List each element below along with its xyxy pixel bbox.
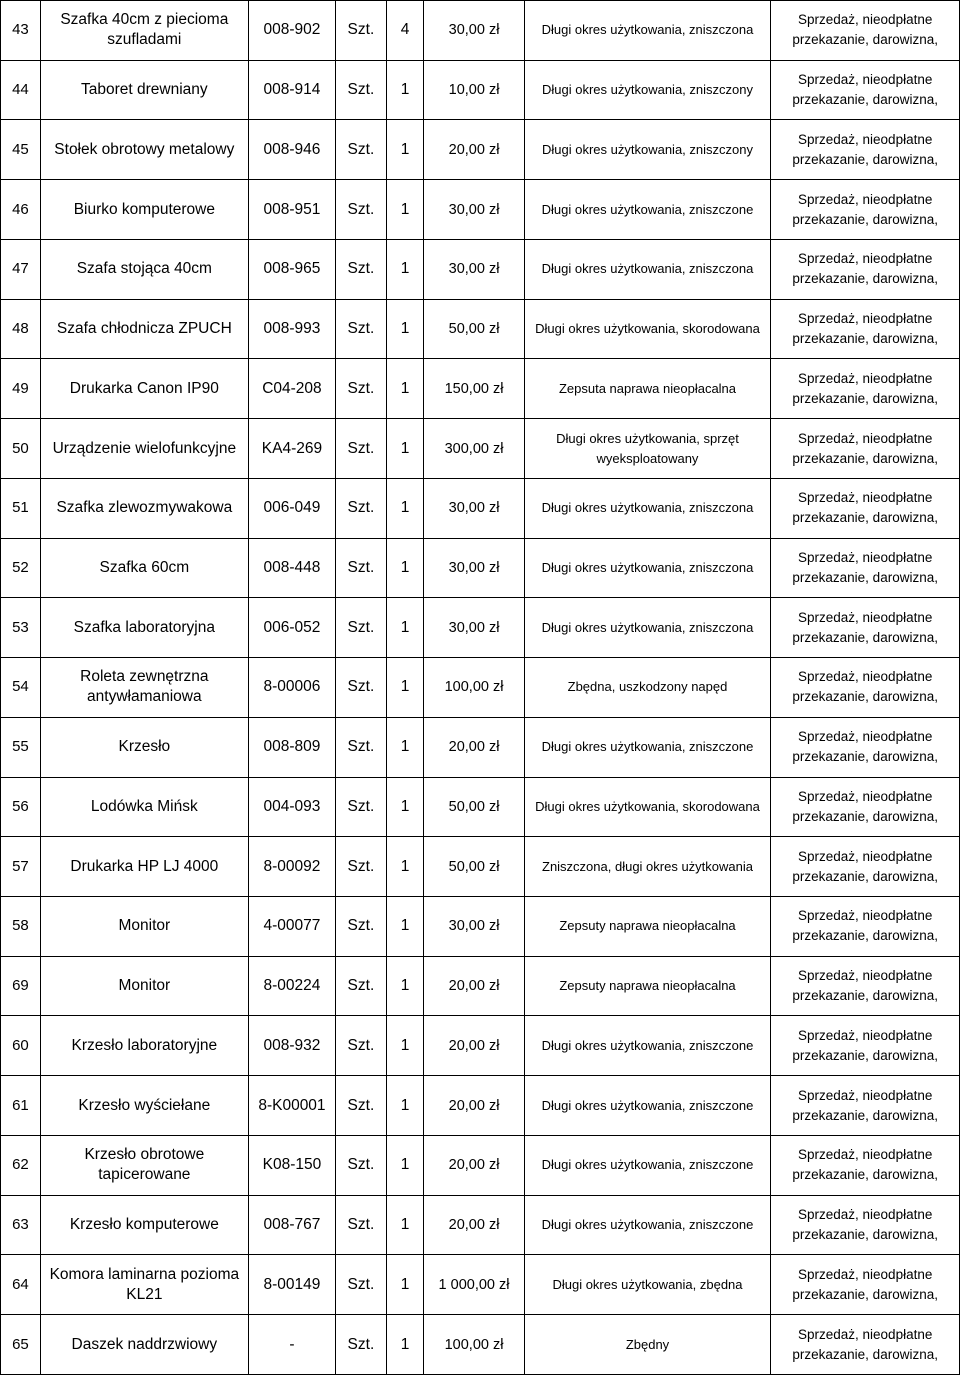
row-number-cell: 55 (1, 717, 41, 777)
disposal-cell (771, 837, 960, 897)
quantity-cell: 1 (386, 1255, 424, 1315)
disposal-line-1: Sprzedaż, nieodpłatne (798, 430, 933, 446)
unit-cell: Szt. (336, 1195, 387, 1255)
table-row (1, 717, 960, 777)
value-cell: 20,00 zł (424, 1076, 524, 1136)
disposal-cell (771, 120, 960, 180)
disposal-cell (771, 538, 960, 598)
row-number-cell: 61 (1, 1076, 41, 1136)
disposal-line-1: Sprzedaż, nieodpłatne (798, 12, 933, 28)
disposal-line-1: Sprzedaż, nieodpłatne (798, 311, 933, 327)
value-cell: 100,00 zł (424, 1315, 524, 1375)
quantity-cell: 1 (386, 538, 424, 598)
disposal-cell (771, 598, 960, 658)
row-number-cell: 63 (1, 1195, 41, 1255)
disposal-line-2: przekazanie, darowizna, (792, 211, 938, 227)
item-name-cell: Szafka 40cm z piecioma szufladami (40, 1, 248, 61)
inventory-no-cell: 006-049 (248, 478, 335, 538)
reason-cell: Długi okres użytkowania, sprzęt wyeksploatowany (524, 419, 771, 479)
reason-cell: Długi okres użytkowania, zniszczony (524, 60, 771, 120)
disposal-line-1: Sprzedaż, nieodpłatne (798, 131, 933, 147)
disposal-line-2: przekazanie, darowizna, (792, 689, 938, 705)
table-row (1, 239, 960, 299)
disposal-cell (771, 1016, 960, 1076)
value-cell: 10,00 zł (424, 60, 524, 120)
item-name-cell: Krzesło (40, 717, 248, 777)
value-cell: 20,00 zł (424, 1016, 524, 1076)
inventory-no-cell: 008-993 (248, 299, 335, 359)
disposal-line-2: przekazanie, darowizna, (792, 928, 938, 944)
disposal-line-1: Sprzedaż, nieodpłatne (798, 370, 933, 386)
disposal-line-2: przekazanie, darowizna, (792, 1286, 938, 1302)
disposal-line-1: Sprzedaż, nieodpłatne (798, 251, 933, 267)
row-number-cell: 47 (1, 239, 41, 299)
disposal-cell (771, 897, 960, 957)
item-name-cell: Biurko komputerowe (40, 180, 248, 240)
value-cell: 30,00 zł (424, 239, 524, 299)
disposal-cell (771, 419, 960, 479)
disposal-line-1: Sprzedaż, nieodpłatne (798, 609, 933, 625)
unit-cell: Szt. (336, 1135, 387, 1195)
inventory-no-cell: 008-965 (248, 239, 335, 299)
quantity-cell: 1 (386, 658, 424, 718)
reason-cell: Długi okres użytkowania, skorodowana (524, 777, 771, 837)
quantity-cell: 1 (386, 956, 424, 1016)
row-number-cell: 65 (1, 1315, 41, 1375)
unit-cell: Szt. (336, 180, 387, 240)
disposal-line-1: Sprzedaż, nieodpłatne (798, 72, 933, 88)
unit-cell: Szt. (336, 120, 387, 180)
reason-cell: Zepsuty naprawa nieopłacalna (524, 956, 771, 1016)
unit-cell: Szt. (336, 60, 387, 120)
disposal-line-2: przekazanie, darowizna, (792, 450, 938, 466)
quantity-cell: 1 (386, 1076, 424, 1136)
item-name-cell: Komora laminarna pozioma KL21 (40, 1255, 248, 1315)
quantity-cell: 1 (386, 239, 424, 299)
reason-cell: Długi okres użytkowania, zniszczone (524, 1016, 771, 1076)
disposal-line-2: przekazanie, darowizna, (792, 92, 938, 108)
reason-cell: Zbędny (524, 1315, 771, 1375)
value-cell: 20,00 zł (424, 120, 524, 180)
table-row (1, 658, 960, 718)
row-number-cell: 54 (1, 658, 41, 718)
reason-cell: Długi okres użytkowania, zniszczone (524, 1076, 771, 1136)
value-cell: 30,00 zł (424, 1, 524, 61)
reason-cell: Długi okres użytkowania, zniszczona (524, 538, 771, 598)
disposal-cell (771, 1195, 960, 1255)
disposal-line-2: przekazanie, darowizna, (792, 1167, 938, 1183)
item-name-cell: Drukarka Canon IP90 (40, 359, 248, 419)
row-number-cell: 49 (1, 359, 41, 419)
table-row (1, 837, 960, 897)
disposal-line-2: przekazanie, darowizna, (792, 1346, 938, 1362)
row-number-cell: 69 (1, 956, 41, 1016)
table-row (1, 1195, 960, 1255)
disposal-line-1: Sprzedaż, nieodpłatne (798, 1087, 933, 1103)
inventory-no-cell: 8-00224 (248, 956, 335, 1016)
reason-cell: Zepsuty naprawa nieopłacalna (524, 897, 771, 957)
reason-cell: Długi okres użytkowania, zniszczone (524, 717, 771, 777)
disposal-line-1: Sprzedaż, nieodpłatne (798, 1207, 933, 1223)
disposal-line-1: Sprzedaż, nieodpłatne (798, 490, 933, 506)
reason-cell: Zbędna, uszkodzony napęd (524, 658, 771, 718)
item-name-cell: Krzesło komputerowe (40, 1195, 248, 1255)
unit-cell: Szt. (336, 538, 387, 598)
inventory-no-cell: C04-208 (248, 359, 335, 419)
table-row (1, 1016, 960, 1076)
item-name-cell: Daszek naddrzwiowy (40, 1315, 248, 1375)
table-row (1, 478, 960, 538)
inventory-no-cell: 008-946 (248, 120, 335, 180)
disposal-cell (771, 359, 960, 419)
table-row (1, 60, 960, 120)
row-number-cell: 43 (1, 1, 41, 61)
value-cell: 30,00 zł (424, 538, 524, 598)
quantity-cell: 1 (386, 777, 424, 837)
disposal-cell (771, 1255, 960, 1315)
disposal-line-2: przekazanie, darowizna, (792, 1047, 938, 1063)
disposal-cell (771, 717, 960, 777)
table-row (1, 598, 960, 658)
reason-cell: Długi okres użytkowania, zniszczona (524, 598, 771, 658)
value-cell: 30,00 zł (424, 897, 524, 957)
value-cell: 300,00 zł (424, 419, 524, 479)
unit-cell: Szt. (336, 1315, 387, 1375)
quantity-cell: 1 (386, 419, 424, 479)
table-row (1, 359, 960, 419)
quantity-cell: 1 (386, 1315, 424, 1375)
item-name-cell: Stołek obrotowy metalowy (40, 120, 248, 180)
unit-cell: Szt. (336, 598, 387, 658)
inventory-no-cell: 008-767 (248, 1195, 335, 1255)
table-row (1, 1076, 960, 1136)
quantity-cell: 1 (386, 180, 424, 240)
row-number-cell: 44 (1, 60, 41, 120)
reason-cell: Długi okres użytkowania, skorodowana (524, 299, 771, 359)
inventory-no-cell: 004-093 (248, 777, 335, 837)
inventory-no-cell: 8-00006 (248, 658, 335, 718)
inventory-table-body (1, 1, 960, 1375)
disposal-cell (771, 777, 960, 837)
value-cell: 50,00 zł (424, 837, 524, 897)
table-row (1, 180, 960, 240)
disposal-cell (771, 478, 960, 538)
reason-cell: Długi okres użytkowania, zbędna (524, 1255, 771, 1315)
disposal-cell (771, 1135, 960, 1195)
disposal-line-2: przekazanie, darowizna, (792, 868, 938, 884)
inventory-no-cell: 8-K00001 (248, 1076, 335, 1136)
unit-cell: Szt. (336, 239, 387, 299)
value-cell: 50,00 zł (424, 777, 524, 837)
disposal-line-2: przekazanie, darowizna, (792, 271, 938, 287)
quantity-cell: 1 (386, 359, 424, 419)
disposal-line-2: przekazanie, darowizna, (792, 1227, 938, 1243)
quantity-cell: 1 (386, 120, 424, 180)
quantity-cell: 1 (386, 1135, 424, 1195)
item-name-cell: Urządzenie wielofunkcyjne (40, 419, 248, 479)
item-name-cell: Roleta zewnętrzna antywłamaniowa (40, 658, 248, 718)
table-row (1, 1135, 960, 1195)
reason-cell: Długi okres użytkowania, zniszczone (524, 1135, 771, 1195)
item-name-cell: Monitor (40, 897, 248, 957)
item-name-cell: Krzesło laboratoryjne (40, 1016, 248, 1076)
disposal-line-2: przekazanie, darowizna, (792, 510, 938, 526)
quantity-cell: 1 (386, 299, 424, 359)
disposal-line-1: Sprzedaż, nieodpłatne (798, 788, 933, 804)
disposal-cell (771, 956, 960, 1016)
table-row (1, 419, 960, 479)
inventory-no-cell: 008-951 (248, 180, 335, 240)
value-cell: 30,00 zł (424, 478, 524, 538)
disposal-line-2: przekazanie, darowizna, (792, 569, 938, 585)
unit-cell: Szt. (336, 478, 387, 538)
inventory-no-cell: KA4-269 (248, 419, 335, 479)
item-name-cell: Szafa stojąca 40cm (40, 239, 248, 299)
inventory-no-cell: 008-902 (248, 1, 335, 61)
disposal-line-2: przekazanie, darowizna, (792, 808, 938, 824)
disposal-line-2: przekazanie, darowizna, (792, 988, 938, 1004)
disposal-line-1: Sprzedaż, nieodpłatne (798, 1027, 933, 1043)
value-cell: 100,00 zł (424, 658, 524, 718)
disposal-cell (771, 658, 960, 718)
unit-cell: Szt. (336, 1076, 387, 1136)
item-name-cell: Lodówka Mińsk (40, 777, 248, 837)
table-row (1, 1315, 960, 1375)
unit-cell: Szt. (336, 956, 387, 1016)
quantity-cell: 1 (386, 837, 424, 897)
inventory-no-cell: 008-932 (248, 1016, 335, 1076)
item-name-cell: Krzesło obrotowe tapicerowane (40, 1135, 248, 1195)
unit-cell: Szt. (336, 837, 387, 897)
value-cell: 30,00 zł (424, 180, 524, 240)
value-cell: 20,00 zł (424, 956, 524, 1016)
disposal-cell (771, 1, 960, 61)
reason-cell: Długi okres użytkowania, zniszczone (524, 1195, 771, 1255)
disposal-cell (771, 180, 960, 240)
table-row (1, 1, 960, 61)
unit-cell: Szt. (336, 1016, 387, 1076)
disposal-line-2: przekazanie, darowizna, (792, 32, 938, 48)
row-number-cell: 64 (1, 1255, 41, 1315)
row-number-cell: 53 (1, 598, 41, 658)
row-number-cell: 48 (1, 299, 41, 359)
disposal-line-2: przekazanie, darowizna, (792, 749, 938, 765)
unit-cell: Szt. (336, 359, 387, 419)
inventory-no-cell: 8-00149 (248, 1255, 335, 1315)
disposal-line-2: przekazanie, darowizna, (792, 629, 938, 645)
disposal-line-1: Sprzedaż, nieodpłatne (798, 1266, 933, 1282)
disposal-cell (771, 239, 960, 299)
row-number-cell: 51 (1, 478, 41, 538)
item-name-cell: Szafa chłodnicza ZPUCH (40, 299, 248, 359)
table-row (1, 120, 960, 180)
value-cell: 1 000,00 zł (424, 1255, 524, 1315)
row-number-cell: 46 (1, 180, 41, 240)
inventory-no-cell: 006-052 (248, 598, 335, 658)
row-number-cell: 57 (1, 837, 41, 897)
reason-cell: Zepsuta naprawa nieopłacalna (524, 359, 771, 419)
disposal-line-1: Sprzedaż, nieodpłatne (798, 848, 933, 864)
reason-cell: Długi okres użytkowania, zniszczona (524, 478, 771, 538)
item-name-cell: Monitor (40, 956, 248, 1016)
reason-cell: Długi okres użytkowania, zniszczony (524, 120, 771, 180)
reason-cell: Długi okres użytkowania, zniszczona (524, 239, 771, 299)
item-name-cell: Taboret drewniany (40, 60, 248, 120)
disposal-line-1: Sprzedaż, nieodpłatne (798, 1326, 933, 1342)
item-name-cell: Szafka zlewozmywakowa (40, 478, 248, 538)
inventory-no-cell: 008-914 (248, 60, 335, 120)
table-row (1, 897, 960, 957)
unit-cell: Szt. (336, 897, 387, 957)
reason-cell: Zniszczona, długi okres użytkowania (524, 837, 771, 897)
inventory-no-cell: 8-00092 (248, 837, 335, 897)
table-row (1, 956, 960, 1016)
inventory-no-cell: - (248, 1315, 335, 1375)
row-number-cell: 56 (1, 777, 41, 837)
disposal-cell (771, 1315, 960, 1375)
unit-cell: Szt. (336, 1, 387, 61)
table-row (1, 1255, 960, 1315)
quantity-cell: 4 (386, 1, 424, 61)
value-cell: 30,00 zł (424, 598, 524, 658)
disposal-line-2: przekazanie, darowizna, (792, 151, 938, 167)
value-cell: 20,00 zł (424, 1195, 524, 1255)
reason-cell: Długi okres użytkowania, zniszczone (524, 180, 771, 240)
quantity-cell: 1 (386, 1016, 424, 1076)
unit-cell: Szt. (336, 419, 387, 479)
table-row (1, 299, 960, 359)
table-row (1, 538, 960, 598)
disposal-line-1: Sprzedaż, nieodpłatne (798, 1147, 933, 1163)
quantity-cell: 1 (386, 1195, 424, 1255)
inventory-no-cell: 008-448 (248, 538, 335, 598)
quantity-cell: 1 (386, 60, 424, 120)
disposal-line-1: Sprzedaż, nieodpłatne (798, 549, 933, 565)
inventory-no-cell: K08-150 (248, 1135, 335, 1195)
unit-cell: Szt. (336, 299, 387, 359)
quantity-cell: 1 (386, 478, 424, 538)
item-name-cell: Krzesło wyściełane (40, 1076, 248, 1136)
row-number-cell: 60 (1, 1016, 41, 1076)
value-cell: 20,00 zł (424, 1135, 524, 1195)
value-cell: 150,00 zł (424, 359, 524, 419)
inventory-no-cell: 008-809 (248, 717, 335, 777)
disposal-line-2: przekazanie, darowizna, (792, 331, 938, 347)
disposal-line-1: Sprzedaż, nieodpłatne (798, 968, 933, 984)
quantity-cell: 1 (386, 598, 424, 658)
disposal-line-1: Sprzedaż, nieodpłatne (798, 908, 933, 924)
row-number-cell: 62 (1, 1135, 41, 1195)
row-number-cell: 58 (1, 897, 41, 957)
table-row (1, 777, 960, 837)
disposal-line-1: Sprzedaż, nieodpłatne (798, 729, 933, 745)
reason-cell: Długi okres użytkowania, zniszczona (524, 1, 771, 61)
disposal-cell (771, 60, 960, 120)
disposal-line-2: przekazanie, darowizna, (792, 1107, 938, 1123)
row-number-cell: 45 (1, 120, 41, 180)
disposal-line-1: Sprzedaż, nieodpłatne (798, 669, 933, 685)
disposal-cell (771, 1076, 960, 1136)
inventory-no-cell: 4-00077 (248, 897, 335, 957)
disposal-line-1: Sprzedaż, nieodpłatne (798, 191, 933, 207)
item-name-cell: Szafka 60cm (40, 538, 248, 598)
unit-cell: Szt. (336, 717, 387, 777)
unit-cell: Szt. (336, 658, 387, 718)
unit-cell: Szt. (336, 1255, 387, 1315)
unit-cell: Szt. (336, 777, 387, 837)
row-number-cell: 52 (1, 538, 41, 598)
quantity-cell: 1 (386, 717, 424, 777)
item-name-cell: Drukarka HP LJ 4000 (40, 837, 248, 897)
disposal-cell (771, 299, 960, 359)
disposal-line-2: przekazanie, darowizna, (792, 390, 938, 406)
value-cell: 50,00 zł (424, 299, 524, 359)
value-cell: 20,00 zł (424, 717, 524, 777)
row-number-cell: 50 (1, 419, 41, 479)
item-name-cell: Szafka laboratoryjna (40, 598, 248, 658)
quantity-cell: 1 (386, 897, 424, 957)
